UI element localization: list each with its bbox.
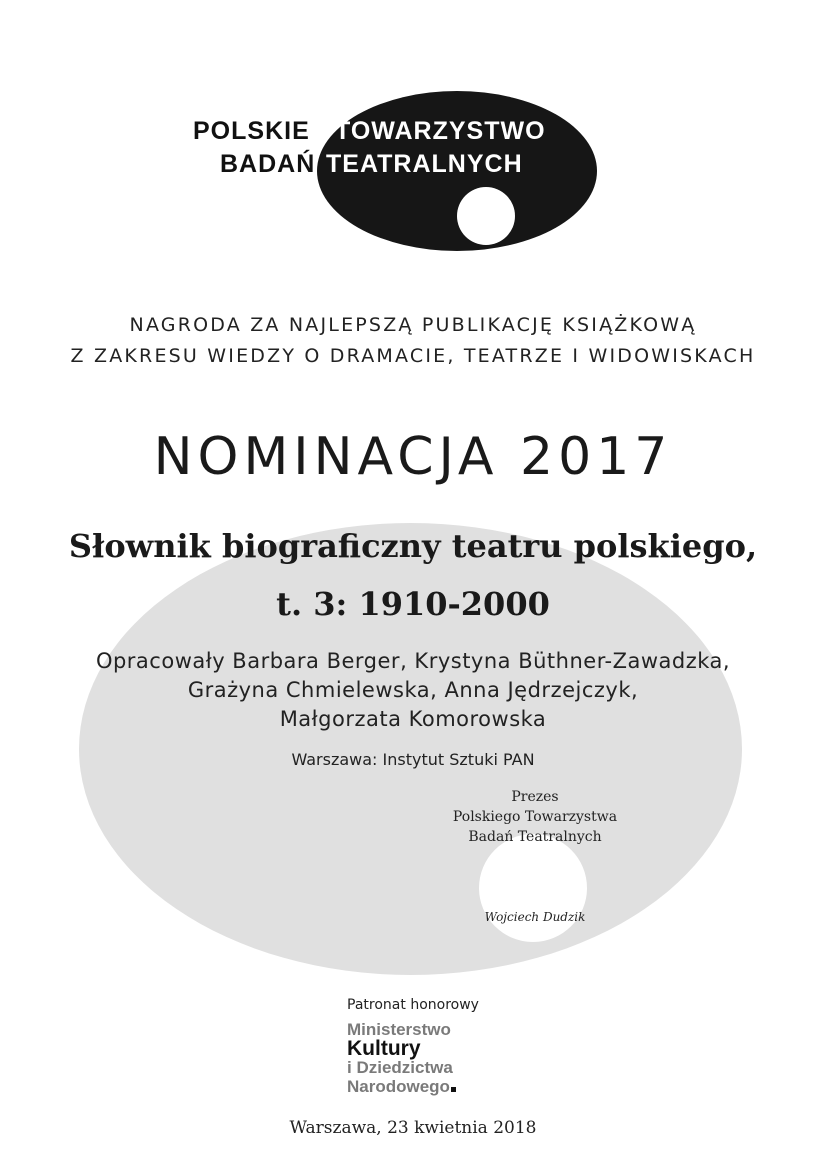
document-date: Warszawa, 23 kwietnia 2018	[289, 1118, 537, 1138]
ministry-line-4-wrap	[347, 1077, 487, 1096]
authors-line-1: Opracowały Barbara Berger, Krystyna Büthner-Zawadzka,	[95, 649, 731, 673]
book-title-line-2: t. 3: 1910-2000	[276, 585, 550, 623]
signatory-line-3: Badań Teatralnych	[468, 829, 602, 845]
ptbt-logo	[185, 90, 605, 252]
logo-text-badan: BADAŃ	[220, 150, 316, 178]
signatory-name: Wojciech Dudzik	[484, 910, 586, 924]
publisher: Warszawa: Instytut Sztuki PAN	[291, 750, 535, 769]
ministry-line-3: i Dziedzictwa	[347, 1058, 453, 1077]
ministry-line-2: Kultury	[347, 1037, 421, 1060]
logo-circle	[457, 187, 515, 245]
signatory-title	[425, 787, 645, 847]
award-line-2: Z ZAKRESU WIEDZY O DRAMACIE, TEATRZE I WIDOWISKACH	[70, 345, 756, 367]
logo-text-teatralnych: TEATRALNYCH	[326, 150, 523, 178]
patronage-label: Patronat honorowy	[347, 997, 479, 1013]
ministry-logo	[347, 1020, 487, 1096]
nomination-title: NOMINACJA 2017	[153, 427, 673, 487]
ministry-line-4: Narodowego	[347, 1077, 450, 1096]
signatory-line-1: Prezes	[511, 789, 559, 805]
white-circle	[479, 834, 587, 942]
ministry-line-1: Ministerstwo	[347, 1020, 451, 1039]
signatory-line-2: Polskiego Towarzystwa	[452, 809, 618, 825]
book-title-line-1: Słownik biograficzny teatru polskiego,	[68, 527, 758, 565]
authors-line-2: Grażyna Chmielewska, Anna Jędrzejczyk,	[187, 678, 639, 702]
logo-text-polskie: POLSKIE	[193, 117, 310, 145]
award-line-1: NAGRODA ZA NAJLEPSZĄ PUBLIKACJĘ KSIĄŻKOWĄ	[129, 314, 697, 336]
ministry-dot	[451, 1087, 456, 1092]
authors-line-3: Małgorzata Komorowska	[279, 707, 547, 731]
logo-text-towarzystwo: TOWARZYSTWO	[335, 117, 546, 145]
